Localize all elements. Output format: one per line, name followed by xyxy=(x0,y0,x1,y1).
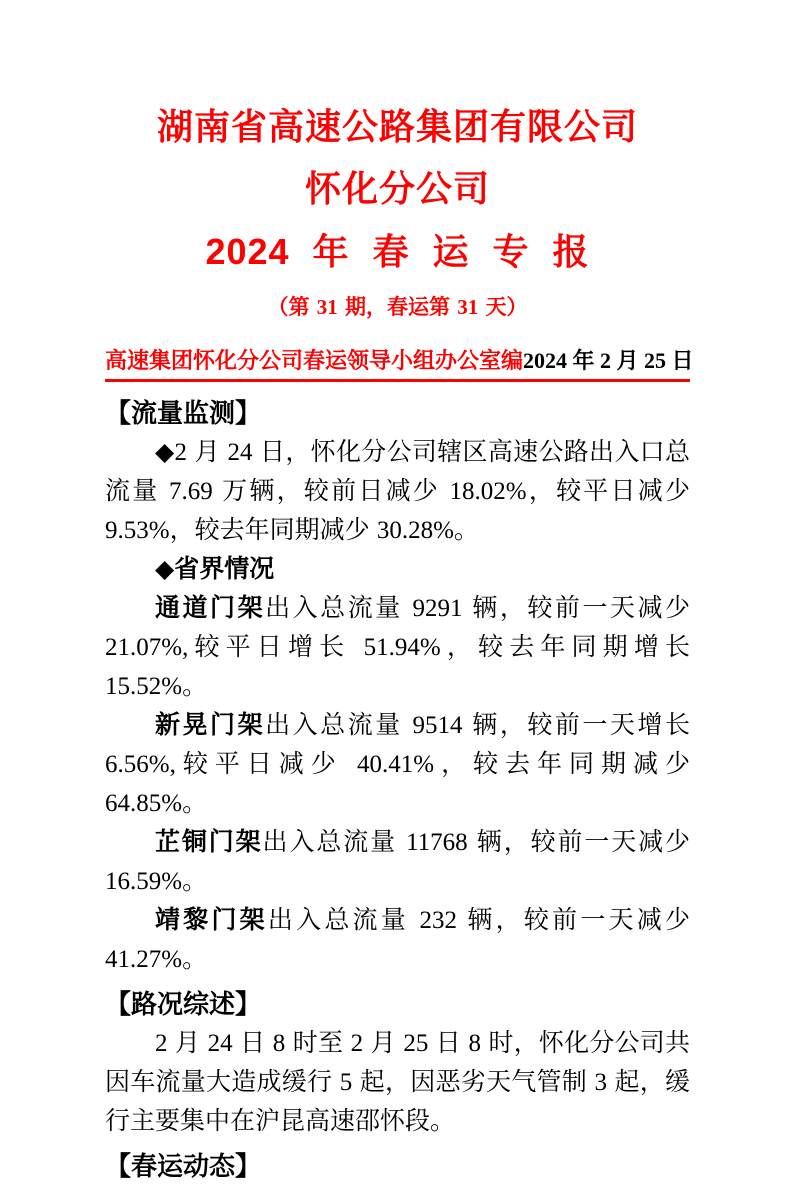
subheading-text: 省界情况 xyxy=(174,556,275,583)
doc-title-line2: 怀化分公司 xyxy=(304,168,490,209)
paragraph-text: 2 月 24 日，怀化分公司辖区高速公路出入口总流量 7.69 万辆，较前日减少 18.02%，较平日减少 9.53%，较去年同期减少 30.28%。 xyxy=(105,439,690,544)
gantry-name-label: 芷铜门架 xyxy=(155,829,263,856)
section-traffic-monitor xyxy=(105,394,690,979)
paragraph-tongdao-gantry xyxy=(105,589,690,706)
section-spring-festival-news xyxy=(105,1147,690,1186)
paragraph-xinhuang-gantry xyxy=(105,706,690,823)
paragraph-text: 2 月 24 日 8 时至 2 月 25 日 8 时，怀化分公司共因车流量大造成缓行 5 起，因恶劣天气管制 3 起，缓行主要集中在沪昆高速邵怀段。 xyxy=(105,1030,690,1135)
section-road-conditions xyxy=(105,985,690,1141)
doc-title-line1: 湖南省高速公路集团有限公司 xyxy=(156,106,638,147)
gantry-name-label: 靖黎门架 xyxy=(155,907,268,934)
paragraph-text: 出入总流量 11768 辆，较前一天减少 16.59%。 xyxy=(105,829,690,895)
masthead-rule-line xyxy=(105,346,694,382)
paragraph-zhitong-gantry xyxy=(105,823,690,901)
section-heading-road-conditions: 【路况综述】 xyxy=(105,989,262,1019)
doc-title-line3: 2024 年 春 运 专 报 xyxy=(205,231,590,272)
paragraph-jingli-gantry xyxy=(105,901,690,979)
masthead-date: 2024 年 2 月 25 日 xyxy=(523,348,694,373)
diamond-bullet-icon: ◆ xyxy=(155,556,175,583)
section-heading-spring-festival-news: 【春运动态】 xyxy=(105,1151,262,1181)
paragraph-text: 出入总流量 232 辆，较前一天减少 41.27%。 xyxy=(105,907,690,973)
gantry-name-label: 新晃门架 xyxy=(155,712,266,739)
diamond-bullet-icon: ◆ xyxy=(155,439,175,466)
masthead-editor: 高速集团怀化分公司春运领导小组办公室编 xyxy=(105,348,524,373)
subheading-provincial-border xyxy=(105,550,690,589)
paragraph-road-summary xyxy=(105,1024,690,1141)
paragraph-text: 出入总流量 9291 辆，较前一天减少 21.07%,较平日增长 51.94%，较去年同期增长 15.52%。 xyxy=(105,595,690,700)
doc-issue-info: （第 31 期，春运第 31 天） xyxy=(267,295,528,319)
gantry-name-label: 通道门架 xyxy=(155,595,266,622)
paragraph-total-flow xyxy=(105,433,690,550)
section-heading-traffic-monitor: 【流量监测】 xyxy=(105,398,262,428)
paragraph-text: 出入总流量 9514 辆，较前一天增长 6.56%,较平日减少 40.41%，较去年同期减少 64.85%。 xyxy=(105,712,690,817)
